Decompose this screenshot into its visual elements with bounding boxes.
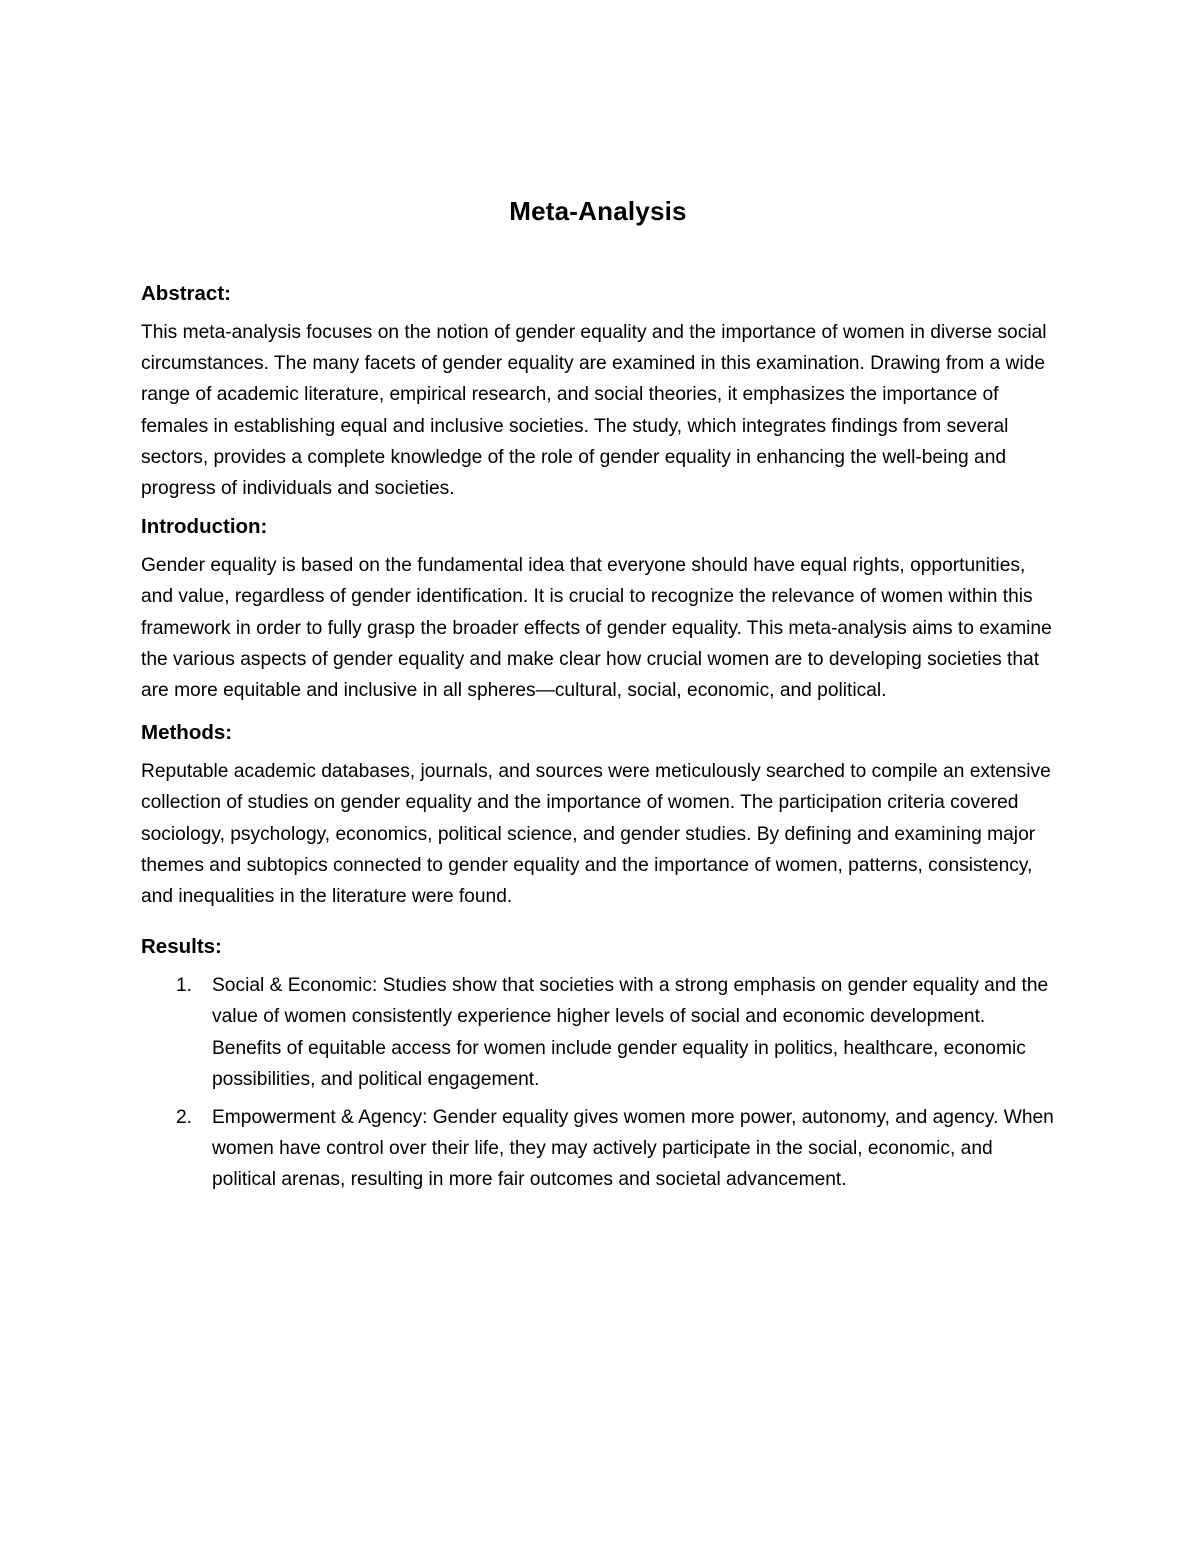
- abstract-section: [141, 281, 1055, 504]
- abstract-heading: Abstract:: [141, 282, 231, 305]
- introduction-paragraph: Gender equality is based on the fundamental idea that everyone should have equal rights, opportunities, and value, regardless of gender identification. It is crucial to recognize the relevance of women within this framework in order to fully grasp the broader effects of gender equality. This meta-analysis aims to examine the various aspects of gender equality and make clear how crucial women are to developing societies that are more equitable and inclusive in all spheres—cultural, social, economic, and political.: [141, 555, 1052, 702]
- result-number: 2.: [176, 1107, 193, 1129]
- methods-paragraph: Reputable academic databases, journals, and sources were meticulously searched to compile an extensive collection of studies on gender equality and the importance of women. The participation criteria covered sociology, psychology, economics, political science, and gender studies. By defining and examining major themes and subtopics connected to gender equality and the importance of women, patterns, consistency, and inequalities in the literature were found.: [141, 761, 1051, 908]
- result-item: [141, 1102, 1055, 1196]
- methods-section: [141, 720, 1055, 912]
- result-text: Social & Economic: Studies show that societies with a strong emphasis on gender equality and the value of women consistently experience higher levels of social and economic development. Benefits of equitable access for women include gender equality in politics, healthcare, economic possibilities, and political engagement.: [212, 975, 1049, 1090]
- document-title: Meta-Analysis: [509, 196, 687, 226]
- results-heading: Results:: [141, 935, 222, 959]
- result-item: [141, 970, 1055, 1095]
- results-section: [141, 934, 1055, 1195]
- results-list: [141, 970, 1055, 1195]
- result-text: Empowerment & Agency: Gender equality gives women more power, autonomy, and agency. When women have control over their life, they may actively participate in the social, economic, and political arenas, resulting in more fair outcomes and societal advancement.: [212, 1107, 1054, 1191]
- introduction-section: [141, 514, 1055, 706]
- introduction-heading: Introduction:: [141, 515, 268, 539]
- abstract-paragraph: This meta-analysis focuses on the notion of gender equality and the importance of women in diverse social circumstances. The many facets of gender equality are examined in this examination. Drawing from a wide range of academic literature, empirical research, and social theories, it emphasizes the importance of females in establishing equal and inclusive societies. The study, which integrates findings from several sectors, provides a complete knowledge of the role of gender equality in enhancing the well-being and progress of individuals and societies.: [141, 322, 1047, 500]
- result-number: 1.: [176, 975, 193, 997]
- methods-heading: Methods:: [141, 721, 233, 745]
